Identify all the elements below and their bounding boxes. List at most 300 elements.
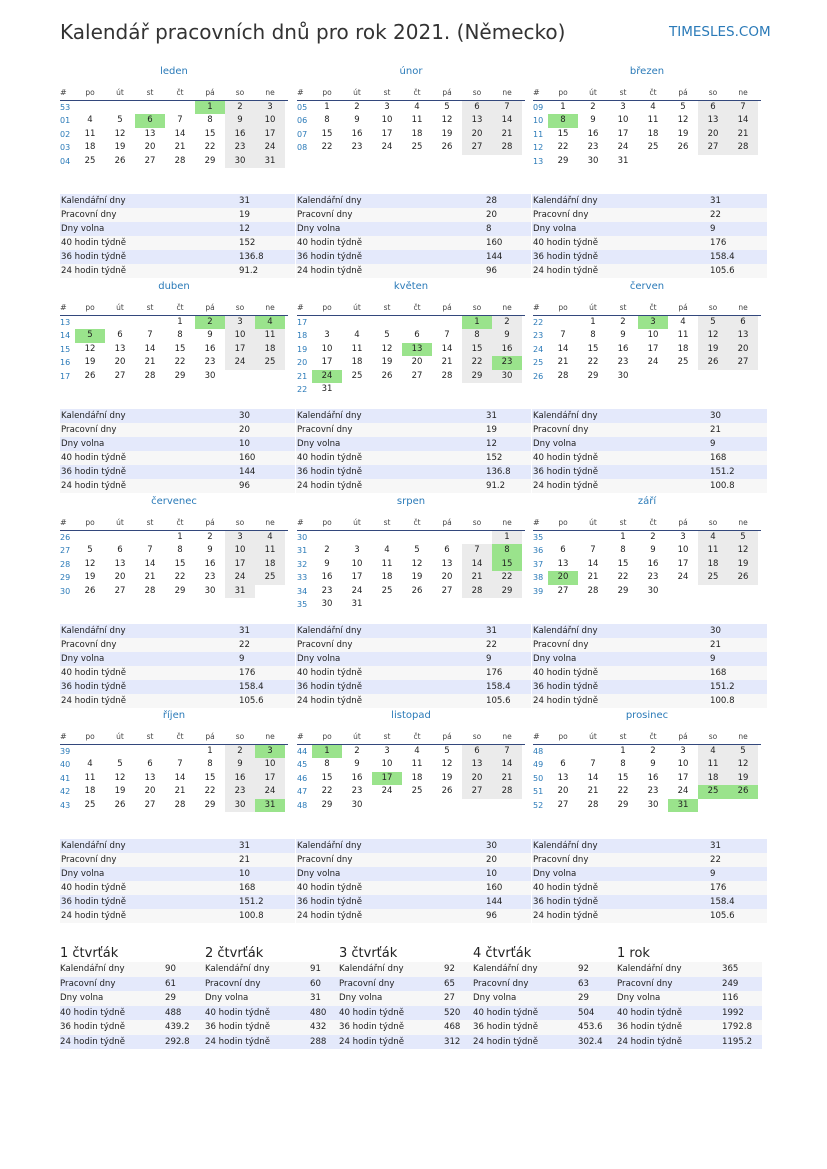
day-cell[interactable]: 1 <box>207 745 213 756</box>
day-cell[interactable]: 19 <box>114 786 126 796</box>
day-cell[interactable]: 22 <box>462 356 492 370</box>
day-cell[interactable]: 9 <box>225 758 255 772</box>
day-cell[interactable]: 20 <box>144 142 156 152</box>
day-cell[interactable]: 18 <box>698 772 728 786</box>
day-cell[interactable]: 23 <box>204 357 216 367</box>
day-cell[interactable]: 13 <box>698 114 728 128</box>
day-cell[interactable]: 20 <box>557 786 569 796</box>
day-cell[interactable]: 5 <box>117 759 123 769</box>
day-cell[interactable]: 9 <box>207 330 213 340</box>
day-cell[interactable]: 11 <box>381 558 393 569</box>
day-cell[interactable]: 13 <box>441 558 453 569</box>
day-cell[interactable]: 1 <box>312 745 342 759</box>
day-cell[interactable]: 19 <box>381 357 393 367</box>
day-cell[interactable]: 16 <box>204 343 216 354</box>
day-cell[interactable]: 15 <box>492 558 522 572</box>
day-cell[interactable]: 8 <box>324 115 330 125</box>
day-cell[interactable]: 16 <box>647 558 659 569</box>
day-cell[interactable]: 17 <box>255 772 285 786</box>
day-cell[interactable]: 12 <box>411 558 423 569</box>
day-cell[interactable]: 25 <box>84 155 96 166</box>
day-cell[interactable]: 8 <box>207 759 213 769</box>
day-cell[interactable]: 28 <box>441 370 453 381</box>
day-cell[interactable]: 10 <box>617 115 629 125</box>
day-cell[interactable]: 3 <box>255 745 285 759</box>
day-cell[interactable]: 16 <box>204 558 216 569</box>
day-cell[interactable]: 27 <box>441 585 453 596</box>
day-cell[interactable]: 9 <box>324 558 330 569</box>
day-cell[interactable]: 18 <box>411 128 423 139</box>
day-cell[interactable]: 8 <box>177 330 183 340</box>
day-cell[interactable]: 2 <box>650 745 656 756</box>
day-cell[interactable]: 24 <box>677 786 689 796</box>
day-cell[interactable]: 6 <box>414 330 420 340</box>
brand-link[interactable]: TIMESLES.COM <box>669 24 771 40</box>
day-cell[interactable]: 14 <box>557 343 569 354</box>
day-cell[interactable]: 2 <box>650 531 656 542</box>
day-cell[interactable]: 10 <box>321 343 333 354</box>
day-cell[interactable]: 28 <box>144 585 156 596</box>
day-cell[interactable]: 1 <box>177 531 183 542</box>
day-cell[interactable]: 7 <box>560 330 566 340</box>
day-cell[interactable]: 28 <box>587 799 599 810</box>
day-cell[interactable]: 11 <box>677 330 689 340</box>
day-cell[interactable]: 3 <box>680 531 686 542</box>
day-cell[interactable]: 6 <box>462 101 492 115</box>
day-cell[interactable]: 1 <box>492 531 522 545</box>
day-cell[interactable]: 31 <box>225 585 255 599</box>
day-cell[interactable]: 8 <box>548 114 578 128</box>
day-cell[interactable]: 19 <box>728 772 758 786</box>
day-cell[interactable]: 26 <box>84 585 96 596</box>
day-cell[interactable]: 7 <box>177 759 183 769</box>
day-cell[interactable]: 26 <box>677 142 689 152</box>
day-cell[interactable]: 10 <box>381 759 393 769</box>
day-cell[interactable]: 4 <box>87 115 93 125</box>
day-cell[interactable]: 20 <box>114 357 126 367</box>
day-cell[interactable]: 2 <box>492 316 522 330</box>
day-cell[interactable]: 5 <box>75 329 105 343</box>
day-cell[interactable]: 23 <box>204 572 216 582</box>
day-cell[interactable]: 17 <box>647 343 659 354</box>
day-cell[interactable]: 2 <box>620 316 626 327</box>
day-cell[interactable]: 5 <box>444 745 450 756</box>
day-cell[interactable]: 13 <box>462 758 492 772</box>
day-cell[interactable]: 6 <box>560 759 566 769</box>
day-cell[interactable]: 21 <box>587 786 599 796</box>
day-cell[interactable]: 15 <box>321 128 333 139</box>
day-cell[interactable]: 7 <box>590 545 596 555</box>
day-cell[interactable]: 10 <box>225 544 255 558</box>
day-cell[interactable]: 24 <box>647 357 659 367</box>
day-cell[interactable]: 27 <box>728 356 758 370</box>
day-cell[interactable]: 3 <box>620 101 626 112</box>
day-cell[interactable]: 4 <box>414 745 420 756</box>
day-cell[interactable]: 18 <box>698 558 728 572</box>
day-cell[interactable]: 17 <box>225 343 255 357</box>
day-cell[interactable]: 18 <box>381 572 393 582</box>
day-cell[interactable]: 15 <box>617 772 629 783</box>
day-cell[interactable]: 4 <box>384 545 390 555</box>
day-cell[interactable]: 5 <box>117 115 123 125</box>
day-cell[interactable]: 10 <box>255 758 285 772</box>
day-cell[interactable]: 25 <box>381 585 393 596</box>
day-cell[interactable]: 28 <box>492 785 522 799</box>
day-cell[interactable]: 14 <box>174 128 186 139</box>
day-cell[interactable]: 3 <box>255 101 285 115</box>
day-cell[interactable]: 15 <box>587 343 599 354</box>
day-cell[interactable]: 15 <box>557 128 569 139</box>
day-cell[interactable]: 27 <box>144 799 156 810</box>
day-cell[interactable]: 21 <box>492 128 522 142</box>
day-cell[interactable]: 19 <box>441 772 453 783</box>
day-cell[interactable]: 5 <box>87 545 93 555</box>
day-cell[interactable]: 6 <box>560 545 566 555</box>
day-cell[interactable]: 21 <box>557 357 569 367</box>
day-cell[interactable]: 16 <box>321 572 333 582</box>
day-cell[interactable]: 16 <box>617 343 629 354</box>
day-cell[interactable]: 26 <box>381 370 393 381</box>
day-cell[interactable]: 6 <box>444 545 450 555</box>
day-cell[interactable]: 4 <box>354 330 360 340</box>
day-cell[interactable]: 27 <box>698 141 728 155</box>
day-cell[interactable]: 1 <box>590 316 596 327</box>
day-cell[interactable]: 24 <box>677 572 689 582</box>
day-cell[interactable]: 23 <box>647 572 659 582</box>
day-cell[interactable]: 17 <box>677 558 689 569</box>
day-cell[interactable]: 9 <box>650 545 656 555</box>
day-cell[interactable]: 8 <box>207 115 213 125</box>
day-cell[interactable]: 6 <box>117 545 123 555</box>
day-cell[interactable]: 25 <box>677 357 689 367</box>
day-cell[interactable]: 15 <box>462 343 492 357</box>
day-cell[interactable]: 21 <box>174 786 186 796</box>
day-cell[interactable]: 22 <box>204 142 216 152</box>
day-cell[interactable]: 6 <box>462 745 492 759</box>
day-cell[interactable]: 26 <box>698 356 728 370</box>
day-cell[interactable]: 30 <box>647 799 659 810</box>
day-cell[interactable]: 7 <box>590 759 596 769</box>
day-cell[interactable]: 31 <box>255 155 285 169</box>
day-cell[interactable]: 13 <box>557 558 569 569</box>
day-cell[interactable]: 1 <box>324 101 330 112</box>
day-cell[interactable]: 29 <box>174 370 186 381</box>
day-cell[interactable]: 14 <box>587 772 599 783</box>
day-cell[interactable]: 1 <box>620 745 626 756</box>
day-cell[interactable]: 24 <box>381 142 393 152</box>
day-cell[interactable]: 14 <box>174 772 186 783</box>
day-cell[interactable]: 6 <box>117 330 123 340</box>
day-cell[interactable]: 1 <box>195 101 225 115</box>
day-cell[interactable]: 15 <box>174 558 186 569</box>
day-cell[interactable]: 19 <box>411 572 423 582</box>
day-cell[interactable]: 28 <box>492 141 522 155</box>
day-cell[interactable]: 7 <box>462 544 492 558</box>
day-cell[interactable]: 10 <box>351 558 363 569</box>
day-cell[interactable]: 29 <box>617 799 629 810</box>
day-cell[interactable]: 1 <box>177 316 183 327</box>
day-cell[interactable]: 8 <box>620 545 626 555</box>
day-cell[interactable]: 11 <box>255 544 285 558</box>
day-cell[interactable]: 12 <box>677 115 689 125</box>
day-cell[interactable]: 17 <box>677 772 689 783</box>
day-cell[interactable]: 1 <box>462 316 492 330</box>
day-cell[interactable]: 5 <box>444 101 450 112</box>
day-cell[interactable]: 9 <box>590 115 596 125</box>
day-cell[interactable]: 22 <box>204 786 216 796</box>
day-cell[interactable]: 24 <box>255 785 285 799</box>
day-cell[interactable]: 25 <box>255 356 285 370</box>
day-cell[interactable]: 11 <box>698 758 728 772</box>
day-cell[interactable]: 22 <box>492 571 522 585</box>
day-cell[interactable]: 13 <box>402 343 432 357</box>
day-cell[interactable]: 21 <box>492 772 522 786</box>
day-cell[interactable]: 11 <box>647 115 659 125</box>
day-cell[interactable]: 12 <box>441 759 453 769</box>
day-cell[interactable]: 11 <box>84 128 96 139</box>
day-cell[interactable]: 30 <box>321 599 333 609</box>
day-cell[interactable]: 8 <box>590 330 596 340</box>
day-cell[interactable]: 2 <box>207 531 213 542</box>
day-cell[interactable]: 29 <box>462 370 492 384</box>
day-cell[interactable]: 14 <box>492 758 522 772</box>
day-cell[interactable]: 20 <box>411 357 423 367</box>
day-cell[interactable]: 18 <box>255 558 285 572</box>
day-cell[interactable]: 27 <box>114 370 126 381</box>
day-cell[interactable]: 22 <box>617 786 629 796</box>
day-cell[interactable]: 4 <box>680 316 686 327</box>
day-cell[interactable]: 5 <box>680 101 686 112</box>
day-cell[interactable]: 27 <box>114 585 126 596</box>
day-cell[interactable]: 5 <box>698 316 728 330</box>
day-cell[interactable]: 11 <box>84 772 96 783</box>
day-cell[interactable]: 25 <box>411 786 423 796</box>
day-cell[interactable]: 24 <box>255 141 285 155</box>
day-cell[interactable]: 30 <box>492 370 522 384</box>
day-cell[interactable]: 26 <box>728 785 758 799</box>
day-cell[interactable]: 27 <box>462 141 492 155</box>
day-cell[interactable]: 2 <box>195 316 225 330</box>
day-cell[interactable]: 29 <box>174 585 186 596</box>
day-cell[interactable]: 11 <box>411 115 423 125</box>
day-cell[interactable]: 17 <box>372 772 402 786</box>
day-cell[interactable]: 30 <box>617 370 629 381</box>
day-cell[interactable]: 29 <box>587 370 599 381</box>
day-cell[interactable]: 26 <box>441 786 453 796</box>
day-cell[interactable]: 23 <box>225 785 255 799</box>
day-cell[interactable]: 15 <box>204 772 216 783</box>
day-cell[interactable]: 19 <box>84 572 96 582</box>
day-cell[interactable]: 19 <box>698 343 728 357</box>
day-cell[interactable]: 16 <box>587 128 599 139</box>
day-cell[interactable]: 19 <box>114 142 126 152</box>
day-cell[interactable]: 17 <box>381 128 393 139</box>
day-cell[interactable]: 24 <box>351 585 363 596</box>
day-cell[interactable]: 16 <box>492 343 522 357</box>
day-cell[interactable]: 10 <box>677 759 689 769</box>
day-cell[interactable]: 16 <box>351 772 363 783</box>
day-cell[interactable]: 29 <box>617 585 629 596</box>
day-cell[interactable]: 20 <box>441 572 453 582</box>
day-cell[interactable]: 4 <box>650 101 656 112</box>
day-cell[interactable]: 6 <box>698 101 728 115</box>
day-cell[interactable]: 28 <box>174 799 186 810</box>
day-cell[interactable]: 12 <box>114 128 126 139</box>
day-cell[interactable]: 21 <box>728 128 758 142</box>
day-cell[interactable]: 29 <box>557 155 569 166</box>
day-cell[interactable]: 30 <box>225 155 255 169</box>
day-cell[interactable]: 22 <box>587 357 599 367</box>
day-cell[interactable]: 9 <box>354 115 360 125</box>
day-cell[interactable]: 23 <box>351 786 363 796</box>
day-cell[interactable]: 11 <box>351 343 363 354</box>
day-cell[interactable]: 13 <box>114 558 126 569</box>
day-cell[interactable]: 3 <box>680 745 686 756</box>
day-cell[interactable]: 15 <box>174 343 186 354</box>
day-cell[interactable]: 16 <box>225 128 255 142</box>
day-cell[interactable]: 3 <box>384 745 390 756</box>
day-cell[interactable]: 22 <box>617 572 629 582</box>
day-cell[interactable]: 5 <box>414 545 420 555</box>
day-cell[interactable]: 8 <box>492 544 522 558</box>
day-cell[interactable]: 8 <box>177 545 183 555</box>
day-cell[interactable]: 14 <box>728 114 758 128</box>
day-cell[interactable]: 2 <box>590 101 596 112</box>
day-cell[interactable]: 2 <box>354 745 360 756</box>
day-cell[interactable]: 30 <box>351 799 363 810</box>
day-cell[interactable]: 31 <box>255 799 285 813</box>
day-cell[interactable]: 18 <box>255 343 285 357</box>
day-cell[interactable]: 23 <box>617 357 629 367</box>
day-cell[interactable]: 5 <box>728 745 758 759</box>
day-cell[interactable]: 17 <box>225 558 255 572</box>
day-cell[interactable]: 22 <box>174 572 186 582</box>
day-cell[interactable]: 14 <box>492 114 522 128</box>
day-cell[interactable]: 14 <box>587 558 599 569</box>
day-cell[interactable]: 2 <box>225 101 255 115</box>
day-cell[interactable]: 30 <box>204 585 216 596</box>
day-cell[interactable]: 23 <box>647 786 659 796</box>
day-cell[interactable]: 12 <box>728 544 758 558</box>
day-cell[interactable]: 24 <box>225 356 255 370</box>
day-cell[interactable]: 28 <box>728 141 758 155</box>
day-cell[interactable]: 21 <box>441 357 453 367</box>
day-cell[interactable]: 3 <box>225 531 255 545</box>
day-cell[interactable]: 13 <box>728 329 758 343</box>
day-cell[interactable]: 15 <box>204 128 216 139</box>
day-cell[interactable]: 12 <box>84 558 96 569</box>
day-cell[interactable]: 25 <box>255 571 285 585</box>
day-cell[interactable]: 20 <box>698 128 728 142</box>
day-cell[interactable]: 6 <box>728 316 758 330</box>
day-cell[interactable]: 10 <box>647 330 659 340</box>
day-cell[interactable]: 27 <box>462 785 492 799</box>
day-cell[interactable]: 28 <box>557 370 569 381</box>
day-cell[interactable]: 16 <box>225 772 255 786</box>
day-cell[interactable]: 19 <box>84 357 96 367</box>
day-cell[interactable]: 7 <box>492 101 522 115</box>
day-cell[interactable]: 29 <box>321 799 333 810</box>
day-cell[interactable]: 18 <box>84 786 96 796</box>
day-cell[interactable]: 2 <box>324 545 330 555</box>
day-cell[interactable]: 22 <box>321 142 333 152</box>
day-cell[interactable]: 12 <box>698 329 728 343</box>
day-cell[interactable]: 5 <box>384 330 390 340</box>
day-cell[interactable]: 26 <box>411 585 423 596</box>
day-cell[interactable]: 3 <box>384 101 390 112</box>
day-cell[interactable]: 6 <box>135 114 165 128</box>
day-cell[interactable]: 17 <box>617 128 629 139</box>
day-cell[interactable]: 2 <box>225 745 255 759</box>
day-cell[interactable]: 7 <box>177 115 183 125</box>
day-cell[interactable]: 17 <box>351 572 363 582</box>
day-cell[interactable]: 29 <box>204 155 216 166</box>
day-cell[interactable]: 25 <box>698 785 728 799</box>
day-cell[interactable]: 11 <box>411 759 423 769</box>
day-cell[interactable]: 10 <box>255 114 285 128</box>
day-cell[interactable]: 25 <box>647 142 659 152</box>
day-cell[interactable]: 6 <box>147 759 153 769</box>
day-cell[interactable]: 14 <box>441 343 453 354</box>
day-cell[interactable]: 19 <box>677 128 689 139</box>
day-cell[interactable]: 9 <box>225 114 255 128</box>
day-cell[interactable]: 15 <box>321 772 333 783</box>
day-cell[interactable]: 13 <box>144 128 156 139</box>
day-cell[interactable]: 28 <box>462 585 492 599</box>
day-cell[interactable]: 3 <box>638 316 668 330</box>
day-cell[interactable]: 21 <box>144 357 156 367</box>
day-cell[interactable]: 25 <box>84 799 96 810</box>
day-cell[interactable]: 20 <box>462 772 492 786</box>
day-cell[interactable]: 21 <box>144 572 156 582</box>
day-cell[interactable]: 31 <box>321 384 333 394</box>
day-cell[interactable]: 29 <box>492 585 522 599</box>
day-cell[interactable]: 31 <box>351 599 363 609</box>
day-cell[interactable]: 20 <box>728 343 758 357</box>
day-cell[interactable]: 12 <box>381 343 393 354</box>
day-cell[interactable]: 18 <box>411 772 423 783</box>
day-cell[interactable]: 25 <box>698 571 728 585</box>
day-cell[interactable]: 7 <box>147 330 153 340</box>
day-cell[interactable]: 9 <box>620 330 626 340</box>
day-cell[interactable]: 8 <box>324 759 330 769</box>
day-cell[interactable]: 5 <box>728 531 758 545</box>
day-cell[interactable]: 30 <box>647 585 659 596</box>
day-cell[interactable]: 22 <box>321 786 333 796</box>
day-cell[interactable]: 4 <box>698 531 728 545</box>
day-cell[interactable]: 21 <box>462 571 492 585</box>
day-cell[interactable]: 20 <box>462 128 492 142</box>
day-cell[interactable]: 3 <box>225 316 255 330</box>
day-cell[interactable]: 12 <box>441 115 453 125</box>
day-cell[interactable]: 16 <box>351 128 363 139</box>
day-cell[interactable]: 8 <box>620 759 626 769</box>
day-cell[interactable]: 28 <box>144 370 156 381</box>
day-cell[interactable]: 19 <box>441 128 453 139</box>
day-cell[interactable]: 12 <box>728 758 758 772</box>
day-cell[interactable]: 23 <box>321 585 333 596</box>
day-cell[interactable]: 3 <box>354 545 360 555</box>
day-cell[interactable]: 28 <box>587 585 599 596</box>
day-cell[interactable]: 14 <box>144 558 156 569</box>
day-cell[interactable]: 27 <box>557 799 569 810</box>
day-cell[interactable]: 11 <box>255 329 285 343</box>
day-cell[interactable]: 16 <box>647 772 659 783</box>
day-cell[interactable]: 26 <box>728 571 758 585</box>
day-cell[interactable]: 4 <box>255 316 285 330</box>
day-cell[interactable]: 28 <box>174 155 186 166</box>
day-cell[interactable]: 31 <box>617 155 629 166</box>
